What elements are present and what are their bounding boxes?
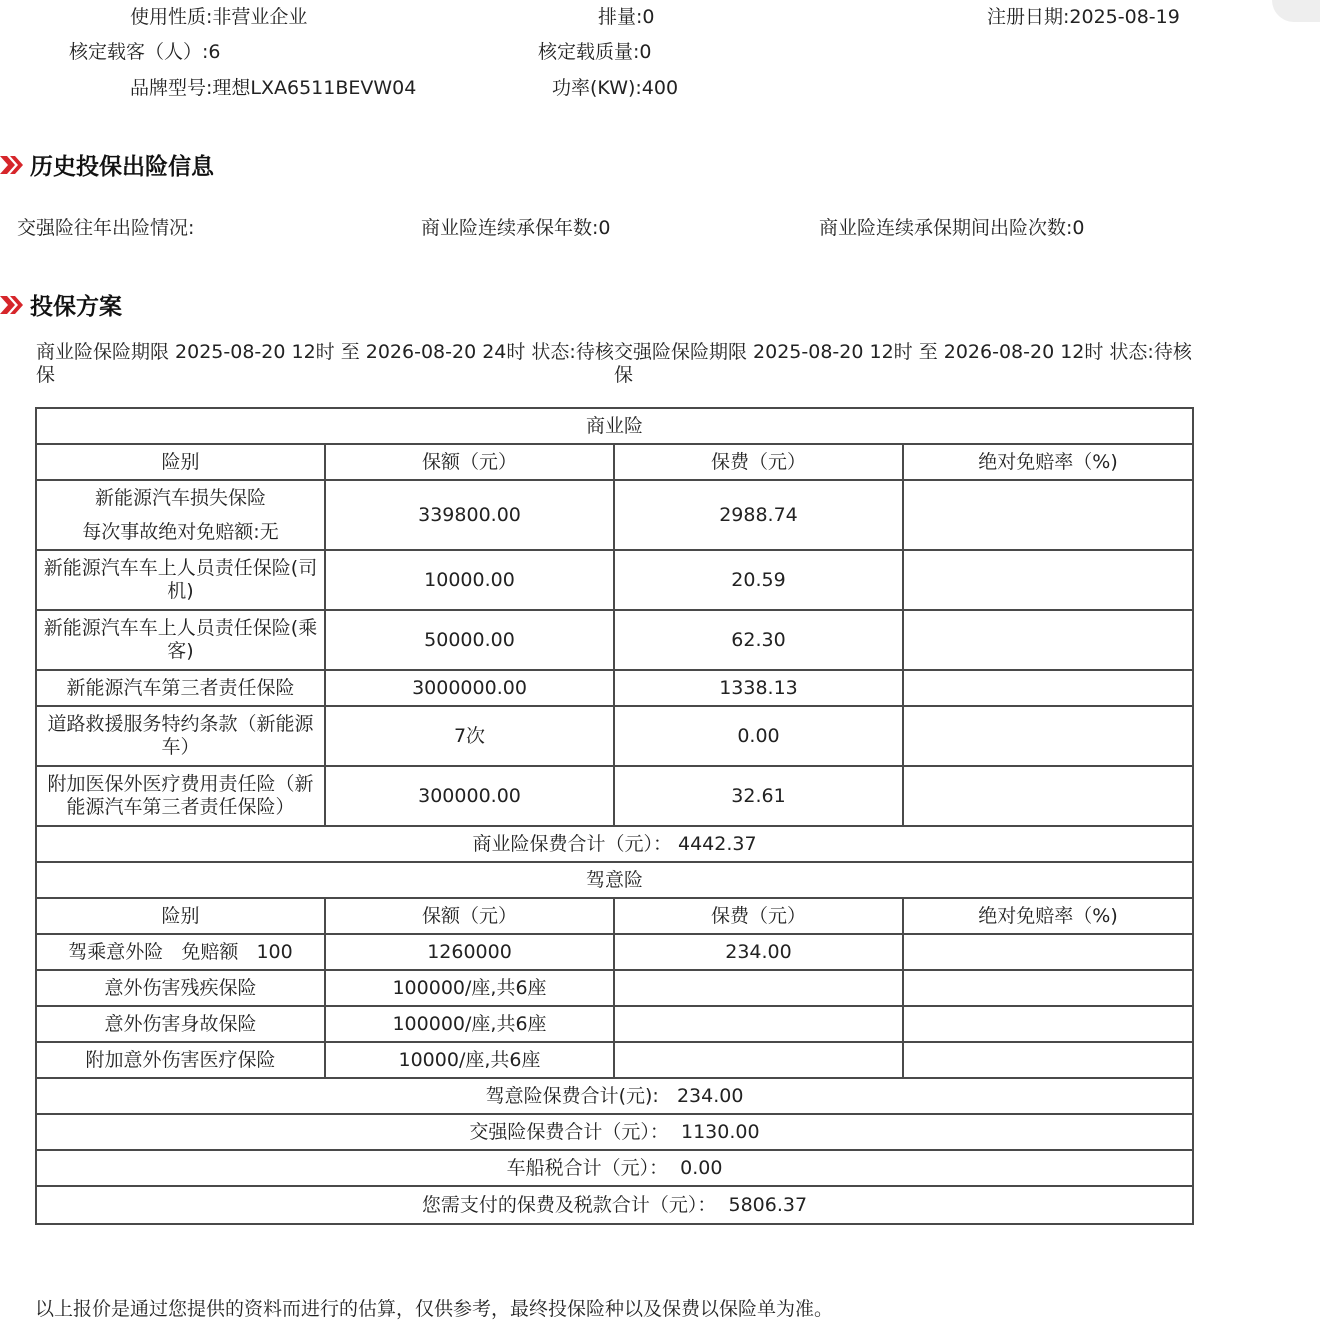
footer-note: 以上报价是通过您提供的资料而进行的估算，仅供参考，最终投保险种以及保费以保险单为准。: [35, 1298, 834, 1320]
coverage-name: 新能源汽车第三者责任保险: [36, 670, 325, 706]
column-header: 险别: [36, 444, 325, 480]
coverage-name: 意外伤害身故保险: [36, 1006, 325, 1042]
coverage-deductible: [903, 934, 1193, 970]
coverage-premium: 32.61: [614, 766, 903, 826]
coverage-amount: 1260000: [325, 934, 614, 970]
table-row: [36, 1114, 1193, 1150]
vehicle-displacement: 排量:0: [598, 6, 655, 28]
table-row: [36, 610, 1193, 670]
table-row: [36, 862, 1193, 898]
compulsory-period: 交强险保险期限 2025-08-20 12时 至 2026-08-20 12时 状态:待核保: [614, 341, 1192, 386]
table-row: [36, 706, 1193, 766]
coverage-premium: 2988.74: [614, 480, 903, 550]
column-header: 绝对免赔率（%): [903, 444, 1193, 480]
coverage-deductible: [903, 670, 1193, 706]
history-section-title: [0, 148, 214, 181]
plan-title: 投保方案: [30, 294, 122, 320]
coverage-amount: 100000/座,共6座: [325, 1006, 614, 1042]
coverage-name: 附加医保外医疗费用责任险（新能源汽车第三者责任保险）: [36, 766, 325, 826]
column-header: 绝对免赔率（%): [903, 898, 1193, 934]
coverage-name: [36, 480, 325, 550]
accident-title: 驾意险: [36, 862, 1193, 898]
vehicle-usage: 使用性质:非营业企业: [130, 6, 308, 28]
coverage-sub-text: 每次事故绝对免赔额:无: [82, 521, 279, 543]
coverage-name: 意外伤害残疾保险: [36, 970, 325, 1006]
double-chevron-right-icon: [0, 153, 24, 177]
table-row: [36, 408, 1193, 444]
vehicle-reg-date: 注册日期:2025-08-19: [987, 6, 1180, 28]
coverage-name: 新能源汽车车上人员责任保险(司机): [36, 550, 325, 610]
commercial-claims: 商业险连续承保期间出险次数:0: [819, 217, 1085, 239]
coverage-deductible: [903, 1006, 1193, 1042]
coverage-premium: 62.30: [614, 610, 903, 670]
coverage-name: 驾乘意外险 免赔额 100: [36, 934, 325, 970]
table-row: [36, 1186, 1193, 1224]
commercial-years: 商业险连续承保年数:0: [421, 217, 611, 239]
column-header: 保额（元）: [325, 444, 614, 480]
coverage-name: 道路救援服务特约条款（新能源车）: [36, 706, 325, 766]
coverage-amount: 300000.00: [325, 766, 614, 826]
column-header: 保额（元）: [325, 898, 614, 934]
table-row: [36, 1150, 1193, 1186]
table-row: [36, 934, 1193, 970]
table-header-row: [36, 444, 1193, 480]
coverage-deductible: [903, 706, 1193, 766]
coverage-deductible: [903, 970, 1193, 1006]
commercial-period: 商业险保险期限 2025-08-20 12时 至 2026-08-20 24时 状态:待核保: [36, 341, 614, 386]
vehicle-load: 核定载质量:0: [538, 41, 652, 63]
coverage-premium: 20.59: [614, 550, 903, 610]
coverage-name: 新能源汽车车上人员责任保险(乘客): [36, 610, 325, 670]
coverage-amount: 10000.00: [325, 550, 614, 610]
coverage-premium: [614, 1006, 903, 1042]
coverage-premium: [614, 970, 903, 1006]
coverage-deductible: [903, 480, 1193, 550]
table-row: [36, 550, 1193, 610]
coverage-name: 附加意外伤害医疗保险: [36, 1042, 325, 1078]
table-row: [36, 480, 1193, 550]
coverage-name-text: 新能源汽车损失保险: [94, 487, 266, 509]
coverage-premium: [614, 1042, 903, 1078]
double-chevron-right-icon: [0, 293, 24, 317]
table-row: [36, 766, 1193, 826]
table-row: [36, 1042, 1193, 1078]
coverage-premium: 0.00: [614, 706, 903, 766]
coverage-premium: 234.00: [614, 934, 903, 970]
top-right-corner-shape: [1272, 0, 1320, 22]
coverage-amount: 7次: [325, 706, 614, 766]
vehicle-model: 品牌型号:理想LXA6511BEVW04: [130, 77, 417, 99]
commercial-title: 商业险: [36, 408, 1193, 444]
table-row: [36, 1006, 1193, 1042]
coverage-deductible: [903, 766, 1193, 826]
vehicle-seats: 核定载客（人）:6: [69, 41, 221, 63]
insurance-plan-table: [35, 407, 1194, 1225]
coverage-amount: 50000.00: [325, 610, 614, 670]
commercial-total: 商业险保费合计（元）： 4442.37: [36, 826, 1193, 862]
table-row: [36, 826, 1193, 862]
coverage-deductible: [903, 610, 1193, 670]
table-header-row: [36, 898, 1193, 934]
tax-total: 车船税合计（元）： 0.00: [36, 1150, 1193, 1186]
coverage-amount: 10000/座,共6座: [325, 1042, 614, 1078]
coverage-amount: 100000/座,共6座: [325, 970, 614, 1006]
table-row: [36, 970, 1193, 1006]
table-row: [36, 670, 1193, 706]
coverage-deductible: [903, 1042, 1193, 1078]
accident-total: 驾意险保费合计(元): 234.00: [36, 1078, 1193, 1114]
coverage-deductible: [903, 550, 1193, 610]
column-header: 保费（元）: [614, 444, 903, 480]
table-row: [36, 1078, 1193, 1114]
vehicle-power: 功率(KW):400: [552, 77, 679, 99]
coverage-premium: 1338.13: [614, 670, 903, 706]
column-header: 保费（元）: [614, 898, 903, 934]
compulsory-total: 交强险保费合计（元）： 1130.00: [36, 1114, 1193, 1150]
compulsory-claims: 交强险往年出险情况:: [17, 217, 195, 239]
column-header: 险别: [36, 898, 325, 934]
coverage-amount: 3000000.00: [325, 670, 614, 706]
grand-total: 您需支付的保费及税款合计（元）： 5806.37: [36, 1186, 1193, 1224]
history-title: 历史投保出险信息: [30, 154, 214, 180]
coverage-amount: 339800.00: [325, 480, 614, 550]
plan-section-title: [0, 288, 122, 321]
